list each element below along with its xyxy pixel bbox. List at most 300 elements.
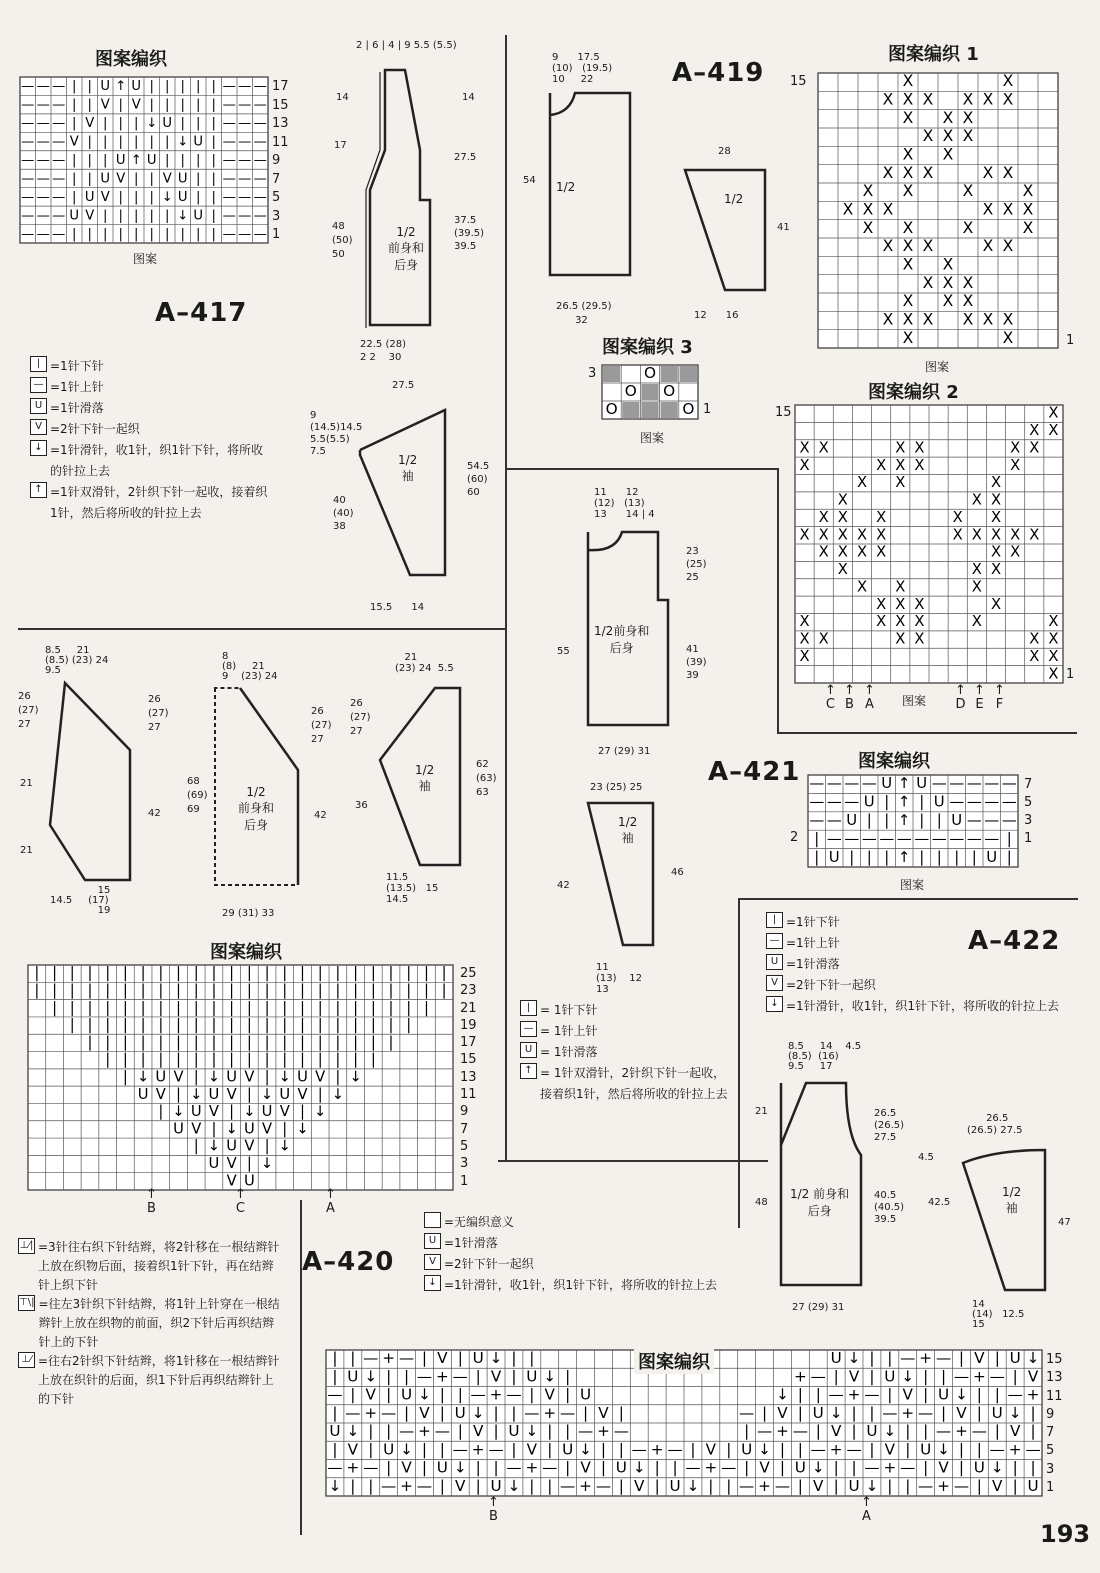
- chart-cell-symbol: |: [140, 964, 146, 982]
- chart-cell-symbol: |: [994, 1349, 1000, 1368]
- legend-item: [766, 996, 1076, 1017]
- chart-cell-symbol: X: [856, 474, 868, 492]
- chart-cell-symbol: —: [36, 116, 50, 132]
- a420-dim-sleeve-top: 21 (23) 24 5.5: [395, 652, 454, 674]
- chart-cell-symbol: |: [335, 999, 341, 1017]
- chart-cell-symbol: X: [1002, 328, 1014, 347]
- divider-horizontal-a421: [506, 468, 778, 470]
- legend-item: [520, 1042, 730, 1063]
- chart-cell-symbol: —: [984, 829, 1000, 848]
- marker-e: ↑ E: [974, 683, 985, 712]
- a420-dim-front-bottom: 15 14.5 (17) 19: [50, 885, 111, 916]
- chart-cell-symbol: |: [423, 981, 429, 999]
- a422-dim-width: 27 (29) 31: [792, 1302, 845, 1313]
- chart-cell-symbol: |: [976, 1440, 982, 1459]
- chart-cell-symbol: —: [238, 208, 252, 224]
- chart-cell-symbol: |: [439, 1476, 445, 1495]
- chart-cell-symbol: |: [919, 811, 925, 829]
- chart-cell-symbol: X: [818, 526, 829, 544]
- chart-cell-symbol: X: [990, 474, 1002, 492]
- chart-cell-symbol: —: [238, 116, 252, 132]
- legend-text: =2针下针一起织: [786, 978, 876, 992]
- legend-text: =1针下针: [50, 359, 104, 373]
- legend-symbol-icon: V: [424, 1254, 441, 1270]
- chart-cell-symbol: |: [103, 116, 108, 132]
- a422-dim-right-bottom: 40.5 (40.5) 39.5: [874, 1190, 905, 1225]
- a422-sleeve-label: 1/2 袖: [1002, 1185, 1022, 1215]
- chart-cell-symbol: U: [177, 189, 188, 205]
- chart-cell-symbol: V: [116, 171, 126, 187]
- chart-cell-symbol: |: [103, 134, 108, 150]
- chart-cell-symbol: |: [797, 1476, 803, 1495]
- a419-chart1-grid: [818, 73, 1058, 348]
- chart-cell-symbol: X: [837, 561, 848, 579]
- chart-cell-symbol: |: [335, 1051, 341, 1069]
- chart-cell-symbol: —: [416, 1367, 433, 1386]
- chart-cell-symbol: —: [810, 1367, 826, 1386]
- chart-cell-symbol: V: [162, 171, 172, 187]
- chart-cell-symbol: V: [279, 1103, 290, 1121]
- chart-cell-symbol: X: [1010, 439, 1021, 457]
- chart-cell-symbol: |: [87, 1016, 93, 1034]
- chart-cell-symbol: X: [902, 163, 914, 182]
- chart-cell-symbol: X: [1022, 218, 1034, 237]
- chart-cell-symbol: |: [246, 964, 252, 982]
- chart-cell-symbol: X: [982, 310, 994, 329]
- chart-cell-symbol: X: [799, 439, 810, 457]
- a417-body-schematic: [360, 60, 470, 330]
- row-number: 25: [460, 966, 477, 981]
- chart-cell-symbol: |: [493, 1458, 499, 1477]
- a422-sleeve-schematic: [955, 1145, 1055, 1295]
- chart-cell-symbol: |: [118, 116, 123, 132]
- chart-cell-symbol: X: [971, 526, 982, 544]
- chart-cell-symbol: —: [1001, 774, 1017, 793]
- chart-cell-symbol: |: [423, 964, 429, 982]
- chart-cell-symbol: X: [882, 310, 894, 329]
- legend-symbol-icon: ⊤\|: [18, 1295, 35, 1311]
- chart-cell-symbol: |: [335, 981, 341, 999]
- chart-cell-symbol: —: [222, 116, 236, 132]
- legend-text: =1针双滑针，2针织下针一起收，接着织1针，然后将所收的针拉上去: [50, 485, 268, 520]
- chart-cell-symbol: —: [774, 1476, 791, 1495]
- chart-cell-symbol: ↑: [898, 811, 911, 829]
- a422-dim-sleeve-bottom: 14 (14) 12.5 15: [972, 1299, 1025, 1330]
- divider-horizontal-a421-bottom: [777, 732, 1077, 734]
- a420-dim-body-68: 68 (69) 69: [187, 776, 208, 815]
- chart-cell-symbol: U: [279, 1085, 291, 1103]
- legend-text: =1针上针: [786, 936, 840, 950]
- chart-cell-symbol: V: [191, 1120, 202, 1138]
- chart-cell-symbol: |: [176, 964, 182, 982]
- chart-cell-symbol: —: [253, 153, 267, 168]
- chart-cell-symbol: |: [229, 1033, 235, 1051]
- legend-item: [424, 1212, 724, 1233]
- chart-cell-symbol: U: [208, 1155, 220, 1173]
- a417-dim-14-right: 14: [462, 92, 475, 103]
- chart-cell-symbol: —: [721, 1458, 737, 1477]
- chart-cell-symbol: —: [931, 829, 947, 848]
- row-number: 7: [1046, 1425, 1055, 1441]
- chart-cell-symbol: —: [238, 226, 252, 242]
- chart-cell-symbol: |: [211, 226, 216, 242]
- chart-cell-symbol: U: [329, 1422, 341, 1441]
- a419-chart1-caption: 图案: [925, 360, 950, 374]
- a417-dim-sleeve-bottom: 15.5 14: [370, 602, 425, 613]
- legend-item: [30, 440, 270, 482]
- a421-dim-sleeve-bottom: 11 (13) 12 13: [596, 962, 642, 995]
- chart-cell-symbol: |: [403, 1403, 410, 1422]
- chart-cell-symbol: |: [386, 1422, 392, 1441]
- chart-cell-symbol: |: [421, 1440, 428, 1459]
- chart-cell-symbol: |: [34, 964, 40, 982]
- chart-cell-symbol: U: [173, 1120, 184, 1138]
- chart-cell-symbol: X: [876, 543, 887, 561]
- chart-cell-symbol: —: [1025, 1440, 1041, 1459]
- chart-cell-symbol: ↓: [489, 1349, 503, 1368]
- chart-cell-symbol: U: [84, 189, 95, 205]
- chart-cell-symbol: —: [52, 171, 66, 187]
- chart-cell-symbol: —: [21, 97, 35, 113]
- chart-cell-symbol: U: [812, 1403, 824, 1422]
- chart-cell-symbol: |: [264, 1137, 270, 1155]
- chart-cell-symbol: |: [211, 1120, 217, 1138]
- chart-cell-symbol: X: [962, 182, 974, 201]
- chart-cell-symbol: U: [193, 208, 204, 224]
- chart-cell-symbol: |: [547, 1440, 553, 1459]
- chart-cell-symbol: —: [52, 208, 66, 224]
- legend-item: [18, 1295, 280, 1352]
- chart-cell-symbol: +: [919, 1349, 933, 1368]
- chart-cell-symbol: X: [952, 526, 963, 544]
- chart-cell-symbol: |: [936, 811, 942, 829]
- chart-cell-symbol: |: [196, 226, 201, 242]
- chart-cell-symbol: |: [511, 1403, 517, 1422]
- row-number: 11: [460, 1087, 477, 1103]
- chart-cell-symbol: —: [21, 116, 35, 132]
- chart-cell-symbol: |: [1012, 1458, 1018, 1477]
- legend-text: =2针下针一起织: [444, 1257, 534, 1271]
- chart-cell-symbol: V: [419, 1403, 430, 1422]
- chart-cell-symbol: V: [155, 1085, 166, 1103]
- a420-markers: [28, 1188, 453, 1233]
- chart-cell-symbol: U: [472, 1349, 484, 1368]
- chart-cell-symbol: U: [243, 1172, 255, 1190]
- chart-cell-symbol: —: [222, 97, 236, 113]
- chart-cell-symbol: ↓: [260, 1085, 274, 1103]
- chart-cell-symbol: ↑: [115, 79, 127, 95]
- chart-cell-symbol: U: [100, 79, 111, 95]
- chart-cell-symbol: |: [971, 847, 977, 866]
- a420-dim-front-42: 42: [148, 808, 161, 819]
- chart-cell-symbol: |: [72, 226, 77, 242]
- chart-cell-symbol: V: [100, 189, 110, 205]
- chart-cell-symbol: |: [193, 1137, 199, 1155]
- chart-cell-symbol: |: [140, 999, 146, 1017]
- chart-cell-symbol: |: [744, 1458, 750, 1477]
- a419-dim-top: 9 17.5 (10) (19.5) 10 22: [552, 52, 613, 85]
- chart-cell-symbol: V: [813, 1476, 824, 1495]
- chart-cell-symbol: |: [105, 981, 111, 999]
- chart-cell-symbol: |: [332, 1403, 338, 1422]
- chart-cell-symbol: |: [264, 1068, 270, 1086]
- legend-item: [18, 1238, 280, 1295]
- a419-chart2-markers: [822, 684, 1022, 724]
- chart-cell-symbol: |: [353, 981, 359, 999]
- chart-cell-symbol: —: [809, 774, 825, 793]
- legend-symbol-icon: |: [766, 912, 783, 928]
- a421-chart-caption: 图案: [900, 878, 925, 892]
- chart-cell-symbol: ↓: [331, 1085, 345, 1103]
- chart-cell-symbol: —: [327, 1458, 343, 1477]
- chart-cell-symbol: U: [920, 1440, 932, 1459]
- chart-cell-symbol: —: [756, 1422, 773, 1441]
- chart-cell-symbol: X: [876, 456, 887, 474]
- chart-cell-symbol: ↓: [136, 1068, 150, 1086]
- chart-cell-symbol: X: [982, 163, 994, 182]
- marker-f: ↑ F: [994, 683, 1005, 712]
- marker-a: ↑ A: [864, 683, 875, 712]
- divider-horizontal-a420: [498, 1160, 768, 1162]
- chart-cell-symbol: ↓: [146, 116, 158, 132]
- chart-cell-symbol: X: [902, 72, 914, 91]
- chart-cell-symbol: |: [158, 1051, 164, 1069]
- chart-cell-symbol: ↓: [829, 1403, 843, 1422]
- chart-cell-symbol: +: [579, 1476, 592, 1495]
- a421-dim-width: 27 (29) 31: [598, 746, 651, 757]
- chart-cell-symbol: X: [902, 90, 914, 109]
- chart-cell-symbol: |: [905, 1476, 911, 1495]
- a419-chart3-caption: 图案: [640, 431, 665, 445]
- a422-dim-sleeve-45: 4.5: [918, 1152, 934, 1163]
- chart-cell-symbol: X: [902, 108, 914, 127]
- chart-cell-symbol: +: [829, 1440, 843, 1459]
- row-number: 17: [460, 1035, 477, 1051]
- chart-cell-symbol: |: [618, 1440, 624, 1459]
- chart-cell-symbol: |: [833, 1458, 839, 1477]
- chart-cell-symbol: |: [282, 964, 288, 982]
- chart-cell-symbol: —: [826, 792, 842, 811]
- legend-text: = 1针上针: [540, 1024, 598, 1038]
- chart-cell-symbol: U: [261, 1103, 273, 1121]
- chart-cell-symbol: |: [246, 1155, 252, 1173]
- chart-cell-symbol: X: [922, 90, 934, 109]
- chart-cell-symbol: |: [87, 226, 92, 242]
- chart-cell-symbol: |: [370, 1016, 376, 1034]
- a420-dim-sleeve-36: 36: [355, 800, 368, 811]
- chart-cell-symbol: U: [986, 847, 998, 866]
- marker-b: ↑ B: [488, 1495, 499, 1524]
- a422-body-label: 1/2 前身和 后身: [790, 1187, 850, 1218]
- chart-cell-symbol: |: [229, 981, 235, 999]
- chart-cell-symbol: |: [229, 1103, 235, 1121]
- chart-cell-symbol: |: [165, 208, 170, 224]
- chart-cell-symbol: X: [842, 200, 854, 219]
- chart-cell-symbol: U: [615, 1458, 627, 1477]
- chart-cell-symbol: —: [896, 829, 912, 848]
- chart-cell-symbol: |: [815, 1385, 821, 1404]
- chart-cell-symbol: —: [253, 116, 267, 132]
- chart-cell-symbol: —: [809, 811, 825, 829]
- chart-cell-symbol: X: [914, 630, 925, 648]
- chart-cell-symbol: —: [52, 134, 66, 150]
- a421-code: A–421: [708, 757, 801, 787]
- legend-text: =1针滑针，收1针，织1针下针，将所收的针拉上去: [444, 1278, 717, 1292]
- chart-cell-symbol: |: [317, 999, 323, 1017]
- row-number: 1: [1046, 1480, 1055, 1496]
- chart-cell-symbol: |: [475, 1458, 481, 1477]
- a419-sleeve-label: 1/2: [724, 192, 744, 206]
- chart-cell-symbol: |: [229, 1051, 235, 1069]
- chart-cell-symbol: |: [122, 981, 128, 999]
- legend-item: [18, 1352, 280, 1409]
- chart-cell-symbol: |: [299, 981, 305, 999]
- chart-cell-symbol: |: [87, 964, 93, 982]
- chart-cell-symbol: |: [370, 999, 376, 1017]
- chart-cell-symbol: |: [87, 79, 92, 95]
- chart-cell-symbol: ↓: [453, 1458, 467, 1477]
- chart-cell-symbol: |: [332, 1440, 338, 1459]
- chart-cell-symbol: V: [244, 1137, 255, 1155]
- a420-dim-front-left: 26 (27) 27: [18, 691, 39, 730]
- chart-cell-symbol: |: [976, 1385, 982, 1404]
- row-number: 15: [1046, 1352, 1063, 1367]
- chart-cell-symbol: |: [87, 999, 93, 1017]
- chart-cell-symbol: ↑: [898, 774, 911, 793]
- chart-cell-symbol: |: [211, 1016, 217, 1034]
- row-number: 15: [272, 97, 289, 113]
- marker-a: ↑ A: [861, 1495, 872, 1524]
- chart-cell-symbol: X: [799, 630, 810, 648]
- chart-cell-symbol: V: [1009, 1422, 1021, 1441]
- legend-item: [766, 912, 1076, 933]
- chart-cell-symbol: ↓: [865, 1476, 879, 1495]
- chart-cell-symbol: |: [317, 1033, 323, 1051]
- chart-cell-symbol: |: [176, 981, 182, 999]
- chart-cell-symbol: V: [437, 1349, 448, 1368]
- chart-cell-symbol: |: [87, 171, 92, 187]
- chart-cell-symbol: X: [818, 630, 829, 648]
- chart-cell-symbol: X: [914, 613, 925, 631]
- a419-chart3-row-3: 3: [588, 366, 597, 381]
- chart-cell-symbol: U: [508, 1422, 520, 1441]
- chart-cell-symbol: +: [364, 1403, 378, 1422]
- chart-cell-symbol: |: [176, 1051, 182, 1069]
- chart-cell-symbol: —: [253, 97, 267, 113]
- chart-cell-symbol: O: [663, 382, 676, 400]
- chart-cell-symbol: |: [196, 189, 201, 205]
- chart-cell-symbol: |: [919, 847, 925, 866]
- chart-cell-symbol: X: [922, 127, 934, 146]
- chart-cell-symbol: |: [654, 1476, 660, 1495]
- chart-cell-symbol: —: [222, 226, 236, 242]
- chart-cell-symbol: X: [962, 127, 974, 146]
- chart-cell-symbol: |: [299, 999, 305, 1017]
- chart-cell-symbol: U: [951, 811, 963, 829]
- chart-cell-symbol: U: [1009, 1349, 1021, 1368]
- legend-text: =1针滑落: [50, 401, 104, 415]
- chart-cell-symbol: X: [990, 561, 1002, 579]
- marker-b: ↑ B: [844, 683, 855, 712]
- chart-cell-symbol: |: [282, 1051, 288, 1069]
- chart-cell-symbol: —: [667, 1440, 683, 1459]
- chart-cell-symbol: |: [176, 1085, 182, 1103]
- chart-cell-symbol: X: [942, 145, 954, 164]
- legend-item: [30, 377, 270, 398]
- a420-dim-front-top: 8.5 21 (8.5) (23) 24 9.5: [45, 645, 109, 676]
- chart-cell-symbol: |: [779, 1458, 786, 1477]
- legend-symbol-icon: |: [520, 1000, 537, 1016]
- chart-cell-symbol: +: [776, 1422, 789, 1441]
- chart-cell-symbol: |: [726, 1476, 732, 1495]
- chart-cell-symbol: X: [990, 491, 1002, 509]
- chart-cell-symbol: —: [36, 134, 50, 150]
- chart-cell-symbol: |: [350, 1349, 356, 1368]
- chart-cell-symbol: |: [211, 171, 216, 187]
- chart-cell-symbol: X: [799, 647, 810, 665]
- chart-cell-symbol: |: [211, 999, 217, 1017]
- a420-dim-front-21a: 21: [20, 778, 33, 789]
- row-number: 15: [460, 1052, 477, 1068]
- a421-dim-41: 41 (39) 39: [686, 644, 707, 681]
- chart-cell-symbol: —: [253, 134, 267, 150]
- a422-dim-sleeve-top: 26.5 (26.5) 27.5: [967, 1113, 1023, 1136]
- chart-cell-symbol: |: [176, 999, 182, 1017]
- chart-cell-symbol: |: [134, 171, 139, 187]
- chart-cell-symbol: X: [837, 526, 848, 544]
- chart-cell-symbol: —: [828, 1385, 844, 1404]
- chart-cell-symbol: |: [72, 97, 77, 113]
- chart-cell-symbol: |: [118, 226, 123, 242]
- legend-text: =1针上针: [50, 380, 104, 394]
- row-number: 9: [1046, 1406, 1055, 1422]
- chart-cell-symbol: |: [180, 226, 185, 242]
- chart-cell-symbol: |: [72, 153, 77, 168]
- chart-cell-symbol: |: [165, 226, 170, 242]
- chart-cell-symbol: |: [211, 153, 216, 168]
- chart-cell-symbol: X: [982, 200, 994, 219]
- chart-cell-symbol: |: [52, 964, 58, 982]
- chart-cell-symbol: |: [149, 134, 154, 150]
- a417-code: A–417: [155, 298, 248, 328]
- chart-cell-symbol: U: [208, 1085, 220, 1103]
- chart-cell-symbol: U: [933, 792, 945, 811]
- chart-cell-symbol: +: [597, 1422, 610, 1441]
- a419-dim-bottom: 26.5 (29.5) 32: [556, 301, 612, 326]
- chart-cell-symbol: V: [226, 1085, 237, 1103]
- chart-cell-symbol: U: [400, 1385, 413, 1404]
- legend-text: =1针滑落: [444, 1236, 498, 1250]
- chart-cell-symbol: —: [222, 189, 236, 205]
- row-number: 11: [1046, 1388, 1063, 1404]
- chart-cell-symbol: |: [370, 1033, 376, 1051]
- a421-dim-sleeve-top: 23 (25) 25: [590, 782, 643, 793]
- chart-cell-symbol: X: [952, 508, 963, 526]
- a422-dim-right-top: 26.5 (26.5) 27.5: [874, 1108, 905, 1143]
- legend-item: [30, 419, 270, 440]
- legend-symbol-icon: —: [30, 377, 47, 393]
- row-number: 7: [460, 1121, 469, 1137]
- chart-cell-symbol: —: [966, 774, 982, 793]
- chart-cell-symbol: —: [345, 1403, 361, 1422]
- chart-cell-symbol: —: [524, 1403, 540, 1422]
- chart-cell-symbol: —: [398, 1349, 415, 1368]
- chart-cell-symbol: +: [382, 1349, 396, 1368]
- chart-cell-symbol: —: [363, 1458, 379, 1477]
- chart-cell-symbol: V: [455, 1476, 466, 1495]
- chart-cell-symbol: —: [542, 1458, 558, 1477]
- a417-dim-27: 27.5: [454, 152, 477, 163]
